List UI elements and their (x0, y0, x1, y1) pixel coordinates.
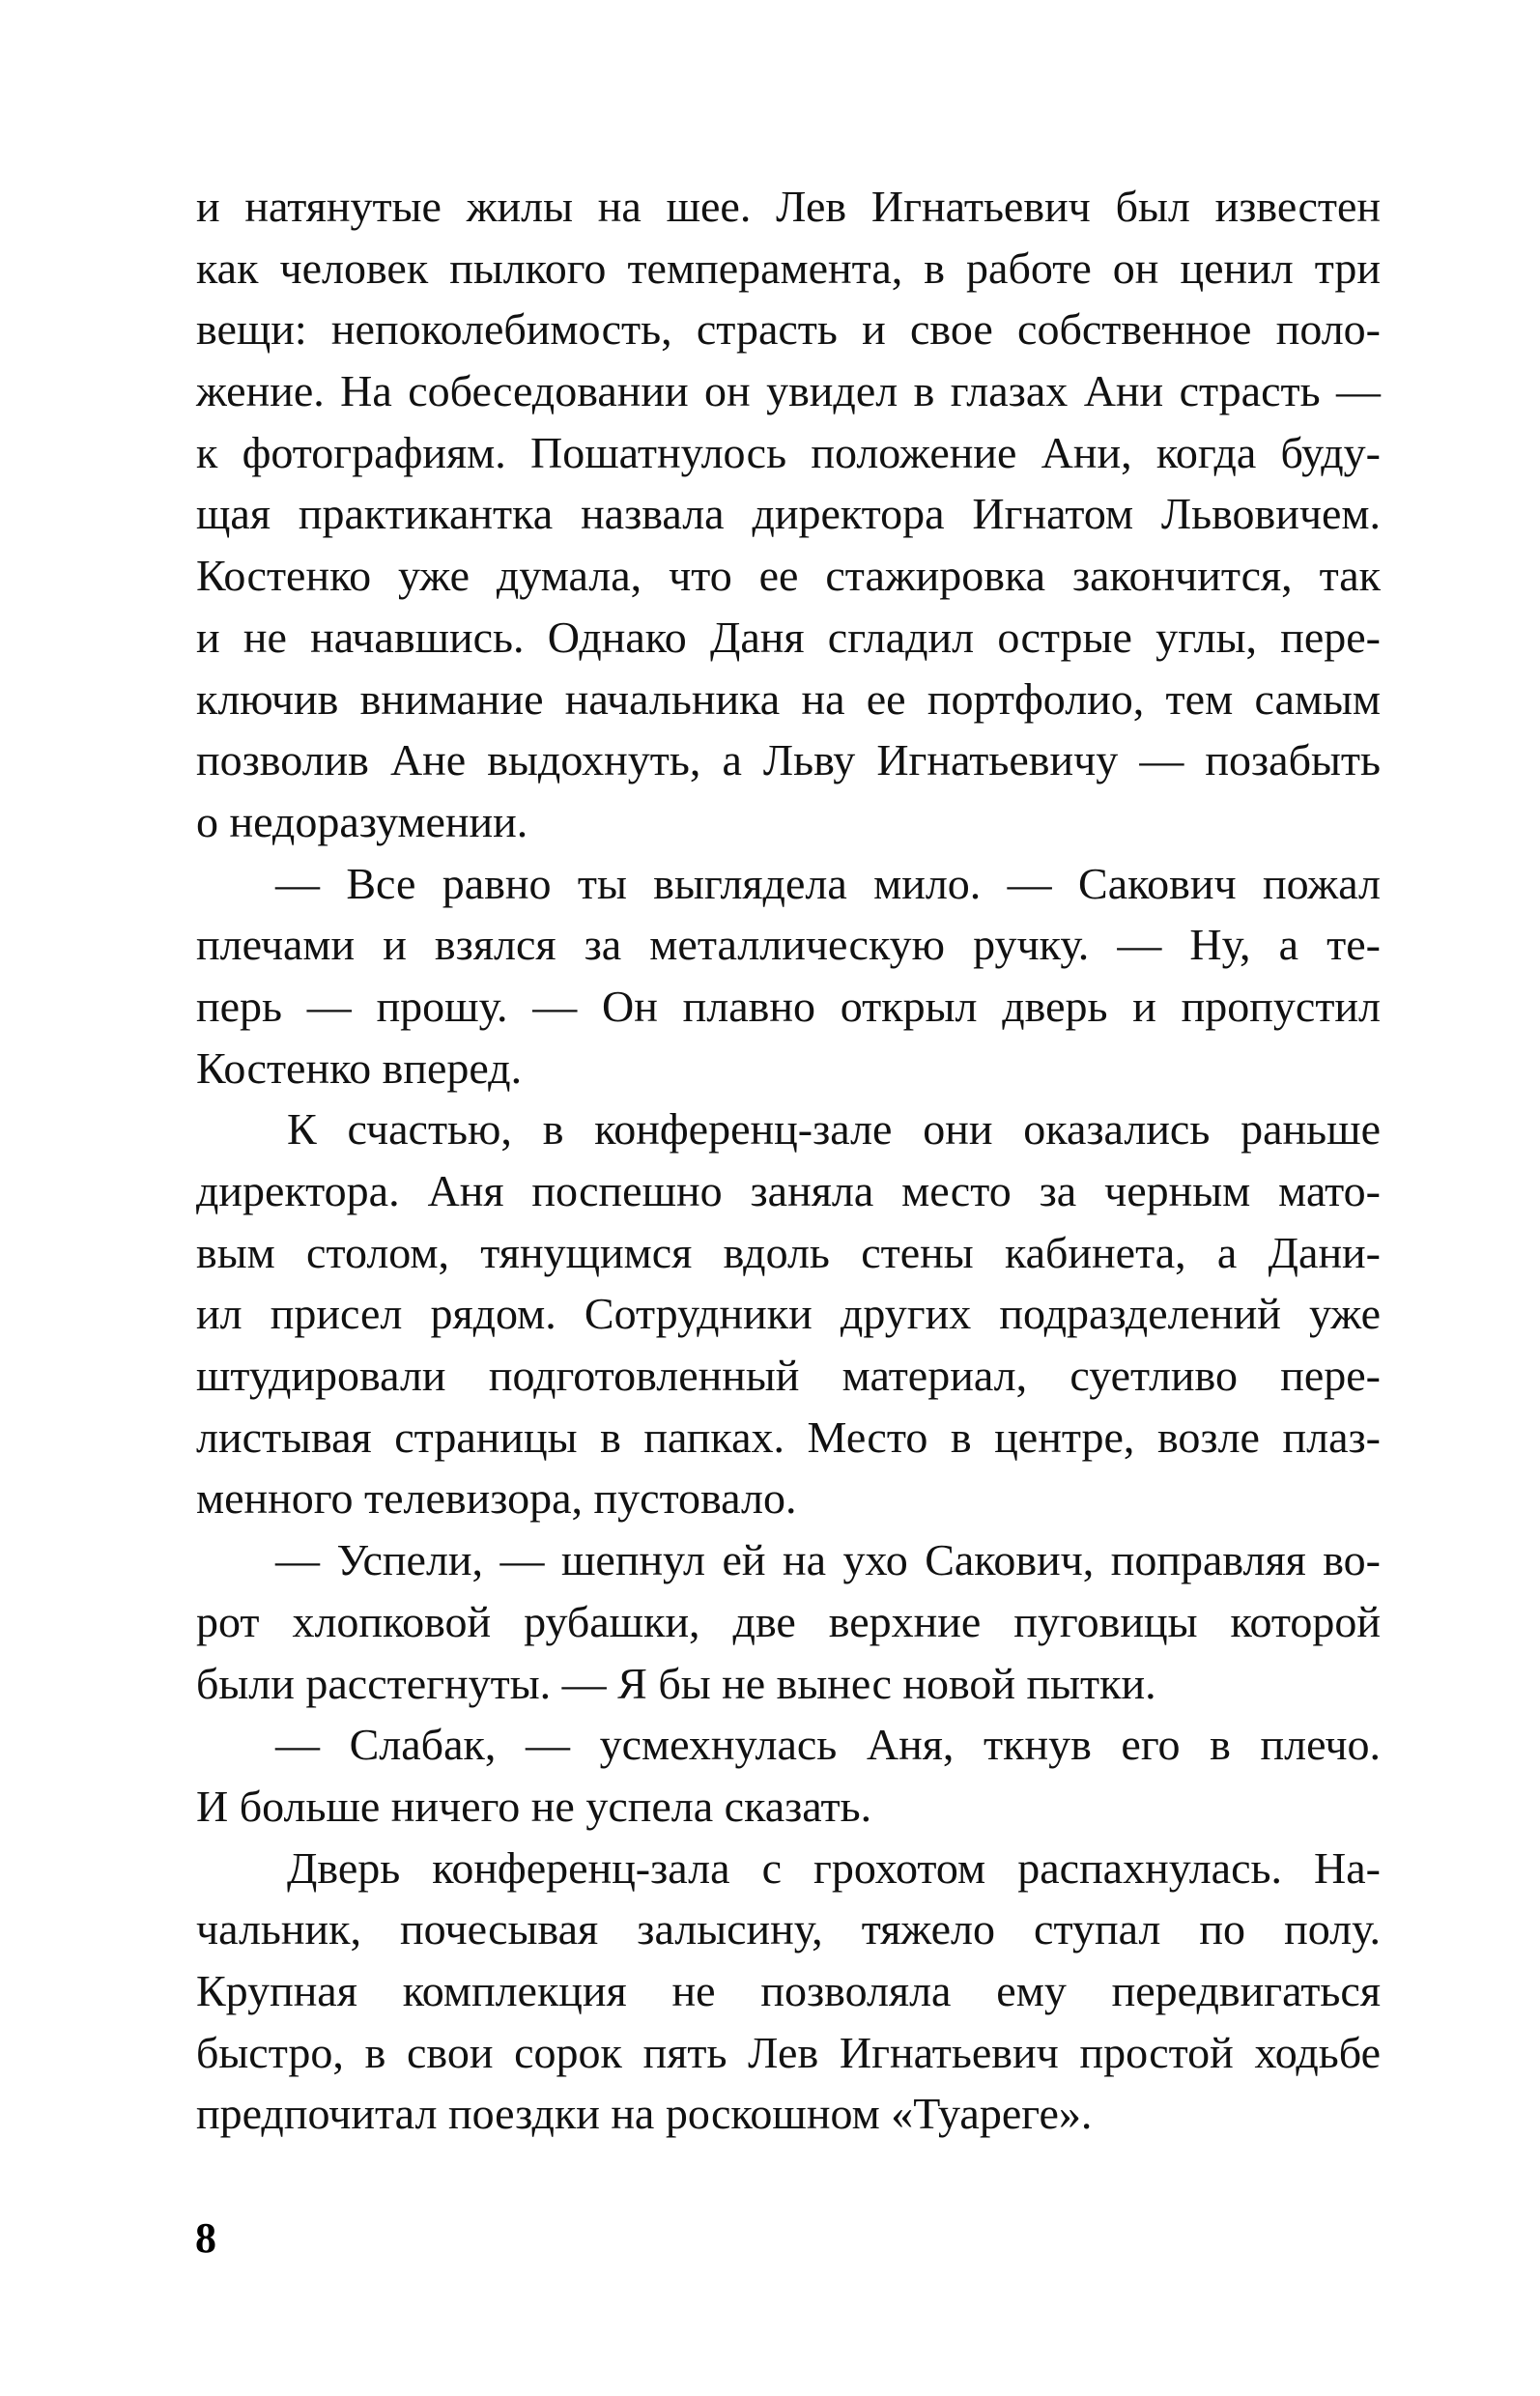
text-line: быстро, в свои сорок пять Лев Игнатьевич простой ходьбе (196, 2027, 1381, 2077)
text-line: штудировали подготовленный материал, суетливо пере- (196, 1351, 1381, 1401)
text-line: директора. Аня поспешно заняла место за черным мато- (196, 1166, 1381, 1215)
text-line: рот хлопковой рубашки, две верхние пуговицы которой (196, 1596, 1381, 1646)
text-line: позволив Ане выдохнуть, а Льву Игнатьевичу — позабыть (196, 735, 1381, 785)
paragraph (196, 1529, 1381, 1714)
text-line: ил присел рядом. Сотрудники других подразделений уже (196, 1289, 1381, 1339)
text-line: были расстегнуты. — Я бы не вынес новой пытки. (196, 1658, 1156, 1708)
page-number: 8 (195, 2214, 216, 2262)
paragraph (196, 1714, 1381, 1837)
text-line: плечами и взялся за металлическую ручку. — Ну, а те- (196, 920, 1381, 970)
text-line: вым столом, тянущимся вдоль стены кабинета, а Дани- (196, 1227, 1381, 1277)
text-line: Костенко вперед. (196, 1042, 523, 1093)
text-line: ключив внимание начальника на ее портфолио, тем самым (196, 673, 1381, 724)
text-line: и натянутые жилы на шее. Лев Игнатьевич был известен (196, 182, 1381, 231)
text-line: вещи: непоколебимость, страсть и свое собственное поло- (196, 304, 1381, 355)
text-line: предпочитал поездки на роскошном «Туареге». (196, 2089, 1093, 2139)
text-line: — Слабак, — усмехнулась Аня, ткнув его в плечо. (275, 1720, 1381, 1770)
text-line: о недоразумении. (196, 796, 528, 846)
text-line: и не начавшись. Однако Даня сгладил острые углы, пере- (196, 612, 1381, 662)
text-line: Костенко уже думала, что ее стажировка закончится, так (196, 551, 1381, 601)
text-line: Дверь конференц-зала с грохотом распахнулась. На- (287, 1842, 1381, 1893)
text-line: как человек пылкого темперамента, в работе он ценил три (196, 242, 1381, 293)
text-line: жение. На собеседовании он увидел в глазах Ани страсть — (196, 366, 1381, 416)
text-line: И больше ничего не успела сказать. (196, 1781, 872, 1831)
paragraph (196, 176, 1381, 853)
text-line: перь — прошу. — Он плавно открыл дверь и пропустил (196, 981, 1381, 1031)
paragraph (196, 1838, 1381, 2145)
text-line: щая практикантка назвала директора Игнатом Львовичем. (196, 489, 1381, 539)
paragraph (196, 1098, 1381, 1529)
text-line: к фотографиям. Пошатнулось положение Ани, когда буду- (196, 427, 1381, 477)
text-line: менного телевизора, пустовало. (196, 1473, 797, 1524)
text-line: — Все равно ты выглядела мило. — Сакович пожал (275, 858, 1381, 908)
text-line: чальник, почесывая залысину, тяжело ступал по полу. (196, 1904, 1381, 1954)
text-line: листывая страницы в папках. Место в центре, возле плаз- (196, 1412, 1381, 1462)
text-line: Крупная комплекция не позволяла ему передвигаться (196, 1965, 1381, 2015)
text-line: К счастью, в конференц-зале они оказались раньше (287, 1104, 1381, 1155)
body-text (196, 176, 1381, 2145)
paragraph (196, 853, 1381, 1099)
text-line: — Успели, — шепнул ей на ухо Сакович, поправляя во- (275, 1535, 1381, 1585)
